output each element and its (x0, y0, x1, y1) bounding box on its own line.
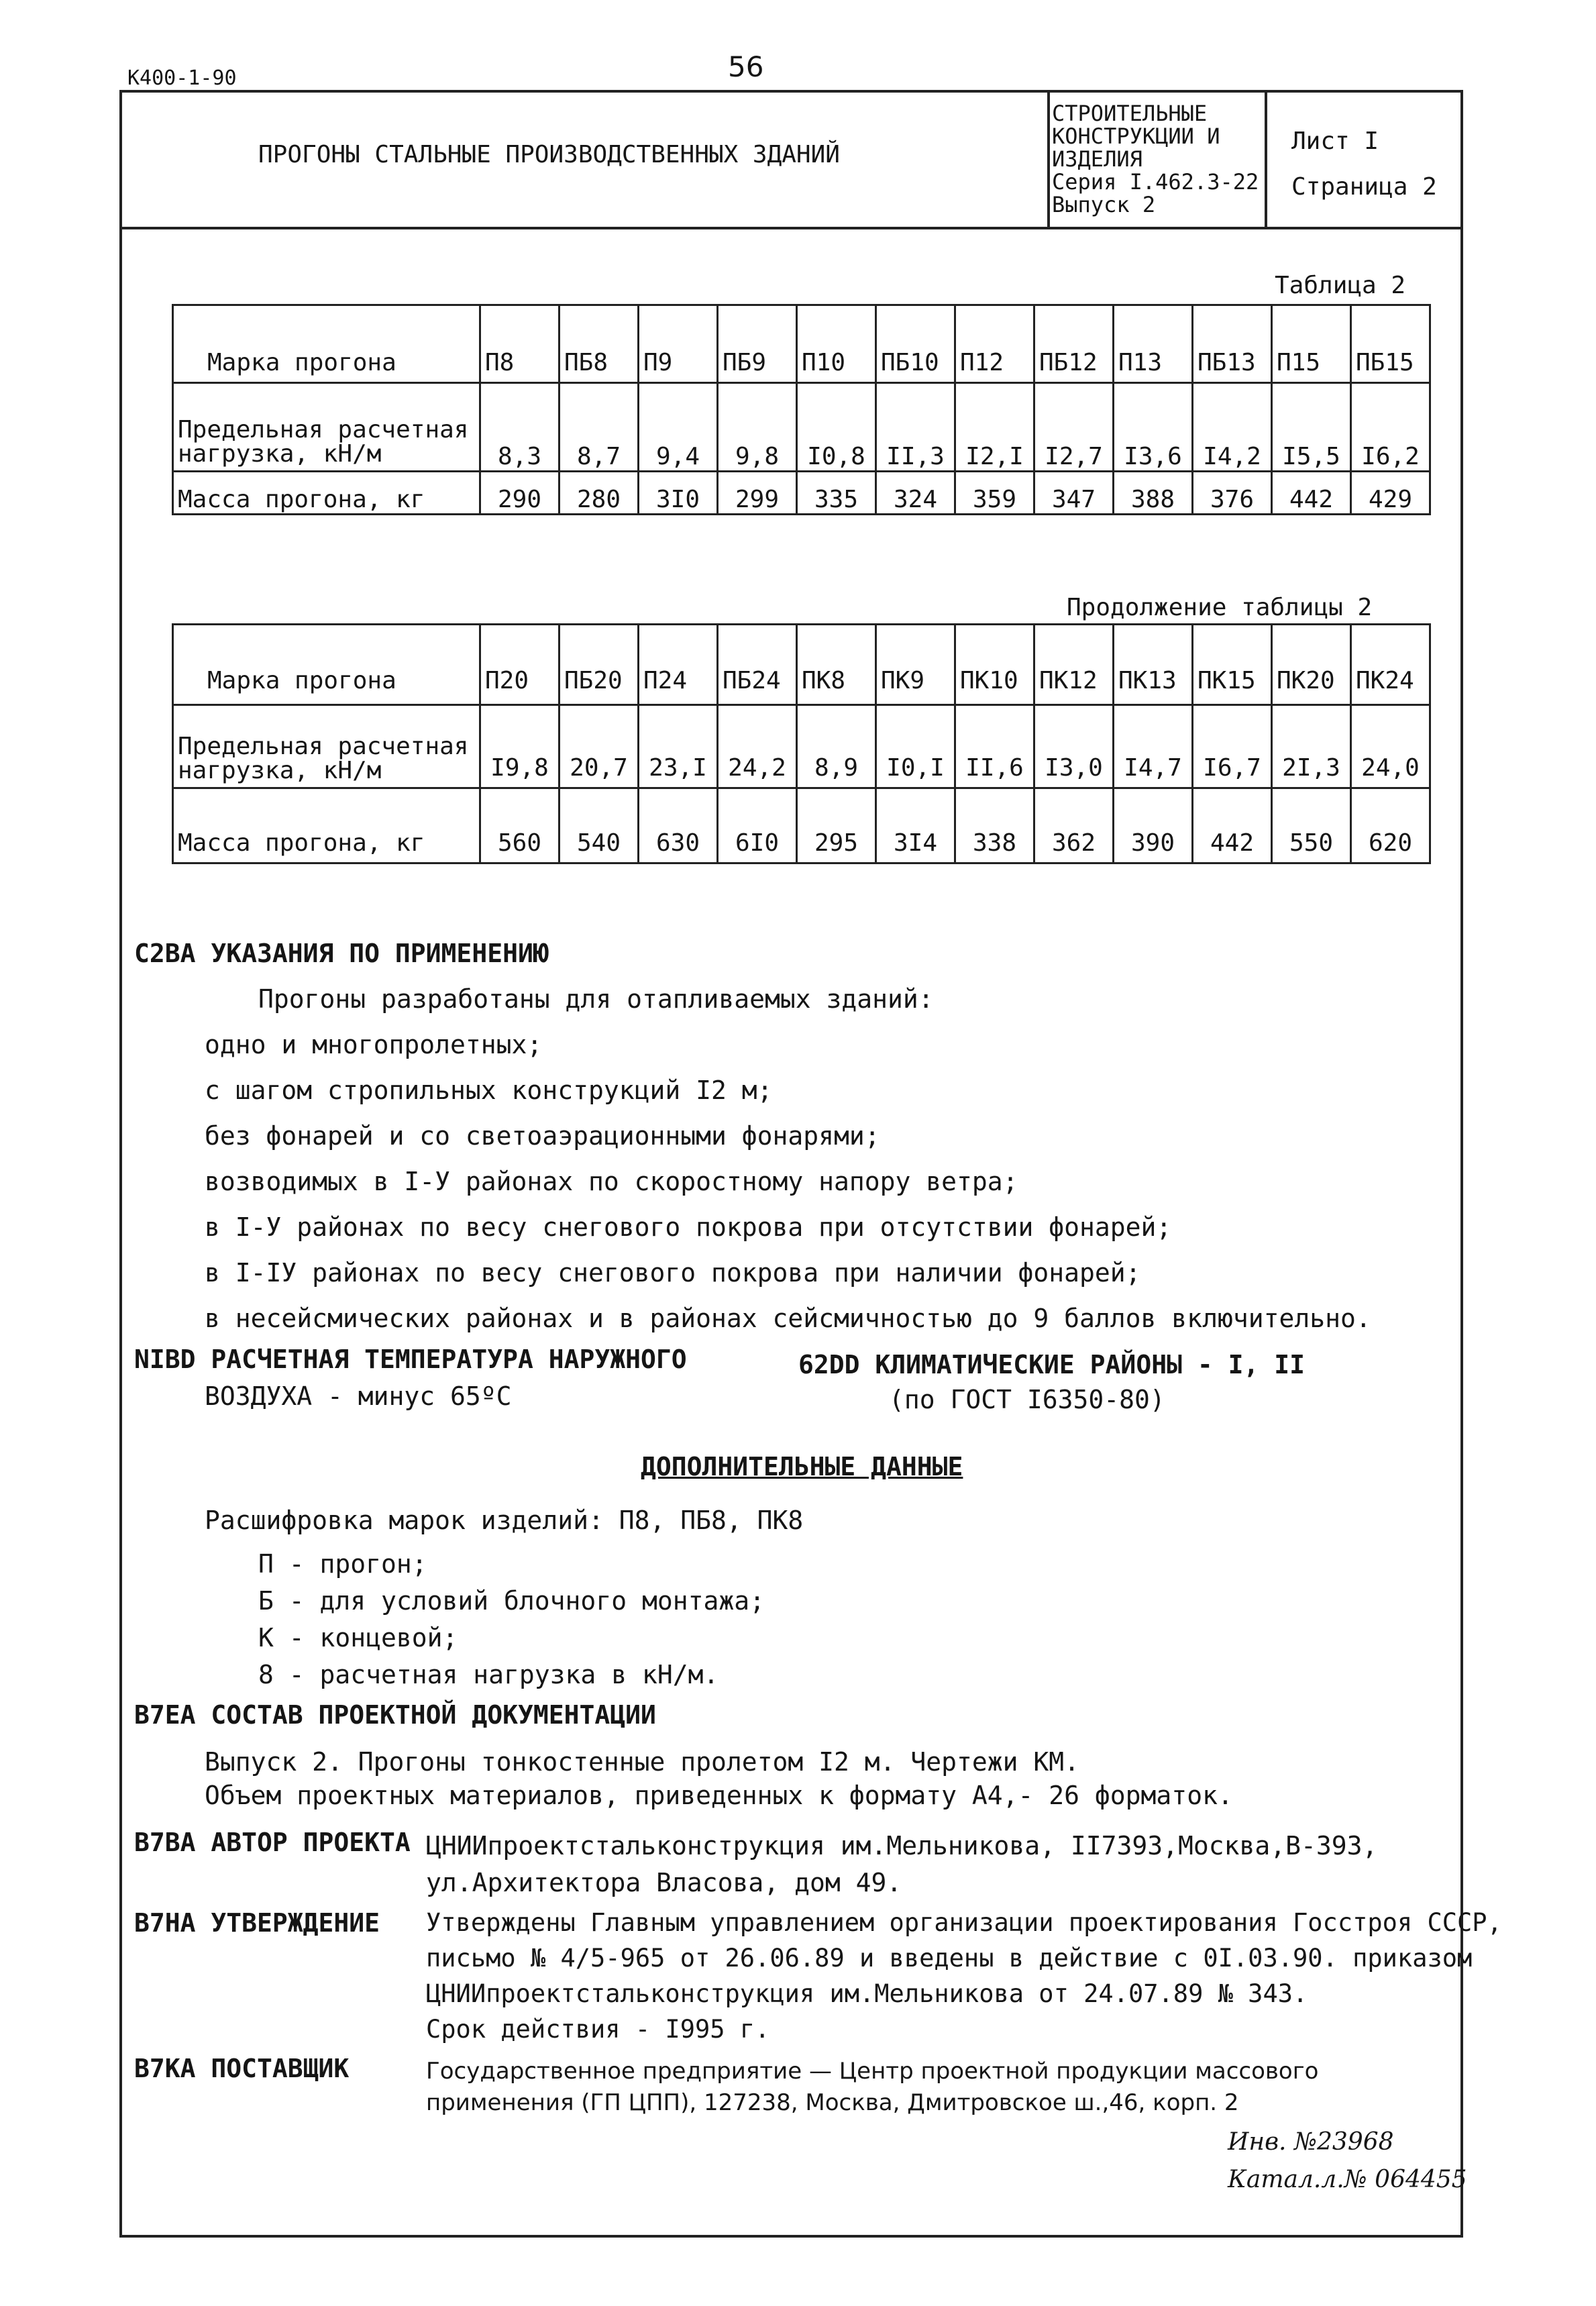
table-cell: 362 (1034, 788, 1114, 863)
row-label: Марка прогона (173, 625, 480, 705)
table-cell: I2,7 (1034, 383, 1114, 472)
table1-mass-row (173, 472, 1430, 515)
supplier-label: В7КА ПОСТАВЩИК (134, 2054, 350, 2083)
document-title: ПРОГОНЫ СТАЛЬНЫЕ ПРОИЗВОДСТВЕННЫХ ЗДАНИЙ (258, 141, 840, 168)
table-cell: I9,8 (480, 705, 560, 788)
table-cell: I5,5 (1272, 383, 1351, 472)
table-cell: П13 (1114, 305, 1193, 383)
application-item: в I-IУ районах по весу снегового покрова при наличии фонарей; (205, 1258, 1141, 1288)
approval-line: Срок действия - I995 г. (426, 2015, 770, 2044)
table-cell: 9,8 (718, 383, 797, 472)
table2-load-row (173, 705, 1430, 788)
table-cell: 390 (1114, 788, 1193, 863)
table-cell: ПБ12 (1034, 305, 1114, 383)
author-line: ул.Архитектора Власова, дом 49. (426, 1868, 902, 1897)
table-cell: I4,2 (1193, 383, 1272, 472)
additional-heading: ДОПОЛНИТЕЛЬНЫЕ ДАННЫЕ (641, 1452, 963, 1481)
documentation-heading: В7ЕА СОСТАВ ПРОЕКТНОЙ ДОКУМЕНТАЦИИ (134, 1700, 656, 1730)
table-cell: 6I0 (718, 788, 797, 863)
table-cell: 359 (955, 472, 1034, 515)
application-item: одно и многопролетных; (205, 1030, 543, 1059)
table-cell: 338 (955, 788, 1034, 863)
application-item: возводимых в I-У районах по скоростному напору ветра; (205, 1167, 1018, 1196)
table1 (172, 304, 1431, 515)
table-cell: ПБ8 (560, 305, 639, 383)
table1-caption: Таблица 2 (1275, 272, 1406, 299)
table-cell: 324 (876, 472, 955, 515)
table-cell: ПБ9 (718, 305, 797, 383)
decode-item: П - прогон; (258, 1549, 427, 1579)
table-cell: П15 (1272, 305, 1351, 383)
row-label: Предельная расчетная нагрузка, кН/м (173, 705, 480, 788)
table2 (172, 623, 1431, 864)
catalog-number: Катал.л.№ 064455 (1228, 2166, 1467, 2193)
table-cell: 9,4 (639, 383, 718, 472)
application-item: в I-У районах по весу снегового покрова при отсутствии фонарей; (205, 1212, 1172, 1242)
decode-line: Расшифровка марок изделий: П8, ПБ8, ПК8 (205, 1506, 804, 1535)
table-cell: 8,7 (560, 383, 639, 472)
approval-line: письмо № 4/5-965 от 26.06.89 и введены в действие с 0I.03.90. приказом (426, 1944, 1473, 1973)
table-cell: 550 (1272, 788, 1351, 863)
table2-caption: Продолжение таблицы 2 (1067, 594, 1373, 621)
table-cell: 8,3 (480, 383, 560, 472)
table-cell: I3,0 (1034, 705, 1114, 788)
table-cell: II,3 (876, 383, 955, 472)
approval-label: В7НА УТВЕРЖДЕНИЕ (134, 1908, 380, 1938)
row-label: Марка прогона (173, 305, 480, 383)
series-block (1052, 102, 1259, 216)
table-cell: I0,I (876, 705, 955, 788)
table-cell: ПБ10 (876, 305, 955, 383)
row-label: Предельная расчетная нагрузка, кН/м (173, 383, 480, 472)
table-cell: ПБ15 (1351, 305, 1430, 383)
table-cell: 620 (1351, 788, 1430, 863)
application-item: без фонарей и со светоаэрационными фонарями; (205, 1121, 880, 1151)
table-cell: I2,I (955, 383, 1034, 472)
table-cell: 442 (1272, 472, 1351, 515)
table-cell: 442 (1193, 788, 1272, 863)
series-line: СТРОИТЕЛЬНЫЕ (1052, 101, 1208, 126)
table-cell: П24 (639, 625, 718, 705)
author-line: ЦНИИпроектстальконструкция им.Мельникова, II7393,Москва,В-393, (426, 1831, 1378, 1860)
table-cell: I3,6 (1114, 383, 1193, 472)
table-cell: П10 (797, 305, 876, 383)
table-cell: П20 (480, 625, 560, 705)
table-cell: 280 (560, 472, 639, 515)
table-cell: 429 (1351, 472, 1430, 515)
temperature-line: ВОЗДУХА - минус 65ºС (205, 1381, 512, 1411)
document-code: К400-1-90 (127, 66, 237, 90)
author-label: В7ВА АВТОР ПРОЕКТА (134, 1828, 411, 1857)
table1-load-row (173, 383, 1430, 472)
title-divider-1 (1047, 90, 1050, 229)
table-cell: 24,2 (718, 705, 797, 788)
table-cell: I6,2 (1351, 383, 1430, 472)
table-cell: ПК20 (1272, 625, 1351, 705)
table-cell: П8 (480, 305, 560, 383)
supplier-line: применения (ГП ЦПП), 127238, Москва, Дмитровское ш.,46, корп. 2 (426, 2089, 1239, 2116)
table-cell: 560 (480, 788, 560, 863)
climate-line: (по ГОСТ I6350-80) (889, 1385, 1165, 1414)
decode-item: 8 - расчетная нагрузка в кН/м. (258, 1660, 719, 1689)
table-cell: ПК9 (876, 625, 955, 705)
table-cell: 8,9 (797, 705, 876, 788)
application-intro: Прогоны разработаны для отапливаемых зданий: (258, 984, 934, 1014)
table-cell: П9 (639, 305, 718, 383)
table1-mark-row (173, 305, 1430, 383)
inventory-number: Инв. №23968 (1228, 2128, 1394, 2156)
series-line: Выпуск 2 (1052, 192, 1156, 217)
table-cell: 24,0 (1351, 705, 1430, 788)
sheet-label: Лист I (1291, 127, 1379, 155)
row-label: Масса прогона, кг (173, 788, 480, 863)
table-cell: ПБ20 (560, 625, 639, 705)
page-label: Страница 2 (1291, 173, 1437, 201)
table-cell: 388 (1114, 472, 1193, 515)
application-item: с шагом стропильных конструкций I2 м; (205, 1076, 773, 1105)
title-divider-2 (1265, 90, 1267, 229)
approval-line: ЦНИИпроектстальконструкция им.Мельникова от 24.07.89 № 343. (426, 1979, 1308, 2008)
table-cell: П12 (955, 305, 1034, 383)
table-cell: ПК12 (1034, 625, 1114, 705)
series-line: Серия I.462.3-22 (1052, 169, 1259, 195)
table-cell: 290 (480, 472, 560, 515)
table-cell: 376 (1193, 472, 1272, 515)
table-cell: 299 (718, 472, 797, 515)
table-cell: ПК15 (1193, 625, 1272, 705)
table-cell: 3I0 (639, 472, 718, 515)
table2-mass-row (173, 788, 1430, 863)
decode-item: К - концевой; (258, 1623, 458, 1653)
climate-line: 62DD КЛИМАТИЧЕСКИЕ РАЙОНЫ - I, II (798, 1350, 1305, 1379)
series-line: КОНСТРУКЦИИ И (1052, 123, 1220, 149)
table-cell: 540 (560, 788, 639, 863)
table-cell: 2I,3 (1272, 705, 1351, 788)
table-cell: 335 (797, 472, 876, 515)
table-cell: I4,7 (1114, 705, 1193, 788)
table-cell: 347 (1034, 472, 1114, 515)
table-cell: ПБ24 (718, 625, 797, 705)
documentation-line: Объем проектных материалов, приведенных к формату А4,- 26 форматок. (205, 1781, 1233, 1810)
table2-mark-row (173, 625, 1430, 705)
temperature-line: NIBD РАСЧЕТНАЯ ТЕМПЕРАТУРА НАРУЖНОГО (134, 1345, 687, 1374)
application-heading: С2ВА УКАЗАНИЯ ПО ПРИМЕНЕНИЮ (134, 939, 549, 968)
series-line: ИЗДЕЛИЯ (1052, 146, 1142, 172)
approval-line: Утверждены Главным управлением организации проектирования Госстроя СССР, (426, 1908, 1502, 1937)
table-cell: ПК8 (797, 625, 876, 705)
row-label: Масса прогона, кг (173, 472, 480, 515)
table-cell: 20,7 (560, 705, 639, 788)
supplier-line: Государственное предприятие — Центр проектной продукции массового (426, 2058, 1319, 2085)
table-cell: I6,7 (1193, 705, 1272, 788)
table-cell: I0,8 (797, 383, 876, 472)
table-cell: 630 (639, 788, 718, 863)
table-cell: 23,I (639, 705, 718, 788)
table-cell: II,6 (955, 705, 1034, 788)
table-cell: ПБ13 (1193, 305, 1272, 383)
decode-item: Б - для условий блочного монтажа; (258, 1586, 765, 1616)
application-item: в несейсмических районах и в районах сейсмичностью до 9 баллов включительно. (205, 1304, 1371, 1333)
table-cell: ПК24 (1351, 625, 1430, 705)
table-cell: 3I4 (876, 788, 955, 863)
table-cell: 295 (797, 788, 876, 863)
table-cell: ПК10 (955, 625, 1034, 705)
page-number: 56 (728, 50, 764, 83)
documentation-line: Выпуск 2. Прогоны тонкостенные пролетом I2 м. Чертежи КМ. (205, 1747, 1080, 1777)
table-cell: ПК13 (1114, 625, 1193, 705)
